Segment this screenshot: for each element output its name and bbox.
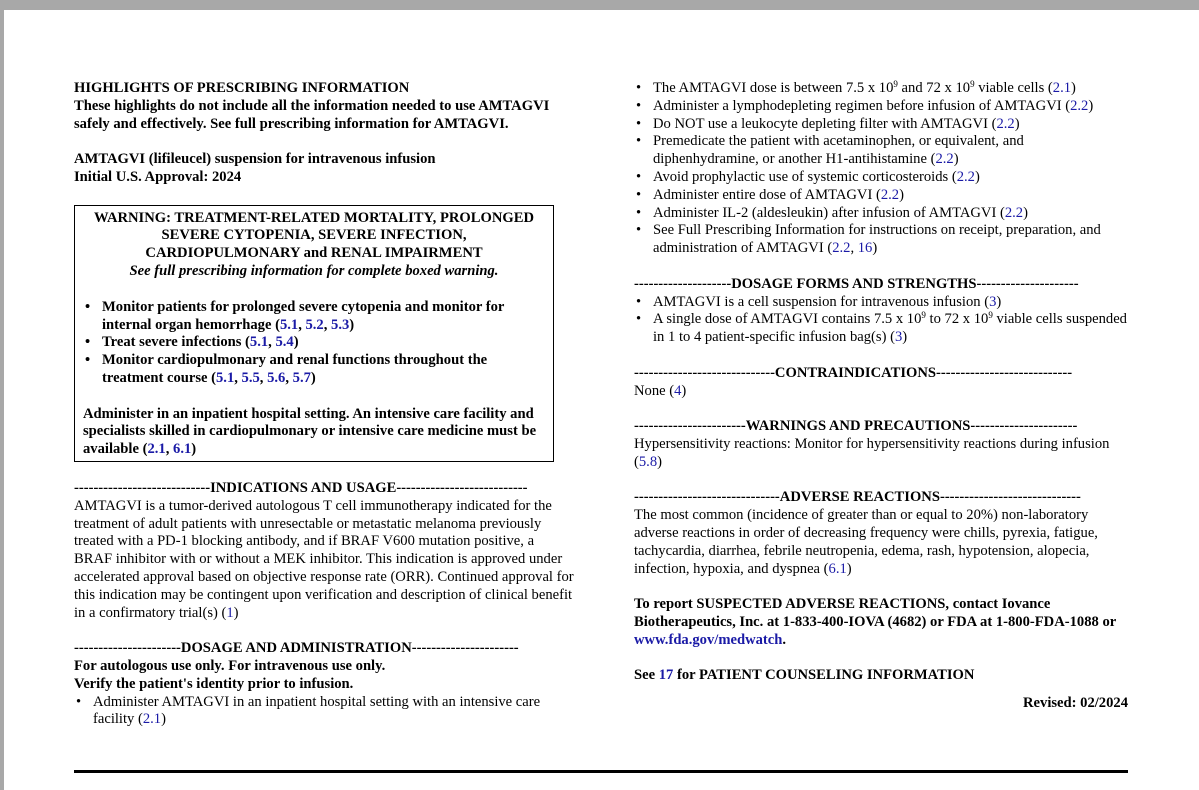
ref-link-2-2[interactable]: 2.2	[996, 115, 1015, 132]
ref-link-2-2[interactable]: 2.2	[832, 240, 851, 257]
right-bullet-see-fpi	[634, 222, 1128, 258]
dosage-admin-section	[74, 640, 574, 729]
ref-close: )	[1023, 204, 1028, 221]
bullet-text: to 72 x 10	[925, 311, 989, 328]
bullet-text: Do NOT use a leukocyte depleting filter with AMTAGVI (	[653, 115, 997, 132]
page-divider	[74, 770, 1128, 773]
right-bullet-entire-dose	[634, 187, 1128, 205]
bullet-text: and 72 x 10	[897, 80, 971, 96]
ref-close: )	[310, 369, 316, 386]
superscript: 9	[921, 310, 926, 321]
bullet-text: Treat severe infections (	[102, 334, 250, 351]
highlights-header	[74, 80, 574, 133]
ref-link-5-3[interactable]: 5.3	[331, 316, 350, 333]
ref-link-16[interactable]: 16	[857, 240, 873, 257]
boxed-warning-setting	[83, 406, 545, 459]
ref-link-5-6[interactable]: 5.6	[267, 369, 286, 386]
approval-date: Initial U.S. Approval: 2024	[74, 168, 242, 185]
bullet-text: Monitor patients for prolonged severe cytopenia and monitor for internal organ hemorrhage (	[102, 298, 505, 333]
report-section	[634, 596, 1128, 649]
product-name: AMTAGVI (lifileucel) suspension for intravenous infusion	[74, 151, 436, 168]
ref-close: )	[191, 441, 197, 458]
ref-close: )	[1014, 115, 1020, 132]
right-bullet-dose	[634, 80, 1128, 98]
adverse-text	[634, 507, 1128, 578]
bullet-text: Administer IL-2 (aldesleukin) after infusion of AMTAGVI (	[653, 204, 1005, 221]
bullet-text: Administer AMTAGVI in an inpatient hospital setting with an intensive care facility (	[93, 693, 541, 728]
contraindications-heading: -----------------------------CONTRAINDICATIONS----------------------------	[634, 364, 1073, 381]
setting-text: Administer in an inpatient hospital setting. An intensive care facility and specialists skilled in cardiopulmonary or intensive care medicine must be available (	[83, 405, 537, 458]
right-bullet-filter	[634, 116, 1128, 134]
ref-link-3[interactable]: 3	[989, 293, 997, 310]
dosage-forms-section	[634, 276, 1128, 347]
warnings-heading: -----------------------WARNINGS AND PRECAUTIONS----------------------	[634, 418, 1078, 435]
ref-close: )	[899, 186, 904, 203]
ref-close: )	[902, 329, 908, 346]
ref-link-5-5[interactable]: 5.5	[241, 369, 260, 386]
warning-bullet-infections	[83, 334, 545, 352]
ref-sep: ,	[850, 240, 858, 257]
boxed-warning-heading: WARNING: TREATMENT-RELATED MORTALITY, PROLONGED SEVERE CYTOPENIA, SEVERE INFECTION, CARDIOPULMONARY and RENAL IMPAIRMENT	[93, 209, 535, 262]
right-column	[634, 80, 1128, 713]
highlights-title: HIGHLIGHTS OF PRESCRIBING INFORMATION	[74, 80, 410, 96]
boxed-warning-bullets	[83, 299, 545, 388]
left-column	[74, 80, 574, 747]
bullet-text: Premedicate the patient with acetaminophen, or equivalent, and diphenhydramine, or another H1-antihistamine (	[653, 133, 1024, 168]
bullet-text: AMTAGVI is a cell suspension for intravenous infusion (	[653, 293, 990, 310]
indications-text	[74, 498, 574, 623]
ref-link-2-2[interactable]: 2.2	[1004, 204, 1024, 221]
ref-sep: ,	[298, 316, 306, 333]
ref-close: )	[349, 316, 355, 333]
bullet-text: viable cells suspended in 1 to 4 patient-specific infusion bag(s) (	[653, 311, 1127, 346]
superscript: 9	[970, 79, 975, 89]
warning-bullet-cytopenia	[83, 299, 545, 335]
bullet-text: The AMTAGVI dose is between 7.5 x 10	[653, 80, 894, 96]
ref-sep: ,	[268, 334, 276, 351]
ref-link-2-1[interactable]: 2.1	[147, 441, 166, 458]
right-bullet-lymphodepleting	[634, 98, 1128, 116]
adverse-section	[634, 489, 1128, 578]
adverse-heading: ------------------------------ADVERSE REACTIONS-----------------------------	[634, 489, 1081, 506]
warning-bullet-cardiopulmonary	[83, 352, 545, 388]
contraindications-text	[634, 383, 1128, 401]
dosage-admin-heading: ----------------------DOSAGE AND ADMINISTRATION----------------------	[74, 640, 519, 657]
superscript: 9	[988, 310, 993, 321]
report-end: .	[782, 631, 787, 648]
medwatch-link[interactable]: www.fda.gov/medwatch	[634, 631, 783, 648]
bullet-text: viable cells (	[974, 80, 1053, 96]
ref-close: )	[1088, 97, 1094, 114]
ref-link-2-2[interactable]: 2.2	[935, 151, 954, 168]
product-info	[74, 151, 574, 187]
ref-link-2-2[interactable]: 2.2	[1070, 97, 1089, 114]
ref-link-6-1[interactable]: 6.1	[828, 560, 847, 577]
dosage-admin-line1: For autologous use only. For intravenous use only.	[74, 657, 386, 674]
dosage-admin-line2: Verify the patient's identity prior to infusion.	[74, 675, 354, 692]
bullet-text: Monitor cardiopulmonary and renal functions throughout the treatment course (	[102, 352, 488, 386]
bullet-text: Administer a lymphodepleting regimen before infusion of AMTAGVI (	[653, 97, 1071, 114]
ref-link-6-1[interactable]: 6.1	[173, 441, 192, 458]
ref-link-5-8[interactable]: 5.8	[638, 453, 658, 470]
ref-link-2-2[interactable]: 2.2	[880, 186, 900, 203]
ref-link-2-1[interactable]: 2.1	[142, 711, 162, 728]
bullet-text: See Full Prescribing Information for instructions on receipt, preparation, and administration of AMTAGVI (	[653, 222, 1101, 257]
counseling-line	[634, 667, 1128, 685]
boxed-warning-subheading: See full prescribing information for complete boxed warning.	[129, 262, 499, 279]
ref-sep: ,	[259, 369, 268, 386]
ref-link-1[interactable]: 1	[226, 604, 234, 621]
ref-link-17[interactable]: 17	[658, 667, 674, 684]
ref-sep: ,	[285, 369, 293, 386]
superscript: 9	[893, 79, 898, 89]
ref-sep: ,	[234, 369, 242, 386]
right-bullet-premedicate	[634, 133, 1128, 169]
ref-link-4[interactable]: 4	[674, 382, 682, 399]
ref-close: )	[996, 293, 1002, 310]
report-text	[634, 596, 1128, 649]
dosage-admin-bullet	[74, 694, 574, 730]
ref-link-5-7[interactable]: 5.7	[292, 369, 311, 386]
ref-close: )	[681, 382, 687, 399]
ref-close: )	[1071, 80, 1076, 96]
warnings-section	[634, 418, 1128, 471]
ref-close: )	[974, 168, 980, 185]
dosage-forms-heading: --------------------DOSAGE FORMS AND STRENGTHS---------------------	[634, 275, 1079, 292]
bullet-text: Administer entire dose of AMTAGVI (	[653, 186, 881, 203]
dosage-forms-bullet-single-dose	[634, 311, 1128, 347]
counseling-pre: See	[634, 667, 659, 684]
ref-link-5-2[interactable]: 5.2	[305, 316, 324, 333]
dosage-admin-bullets	[74, 694, 574, 730]
highlights-disclaimer: These highlights do not include all the information needed to use AMTAGVI safely and effectively. See full prescribing information for AMTAGVI.	[74, 97, 550, 132]
counseling-post: for PATIENT COUNSELING INFORMATION	[673, 667, 975, 684]
dosage-forms-bullets	[634, 294, 1128, 347]
revised-date: Revised: 02/2024	[1023, 695, 1128, 712]
warnings-body: Hypersensitivity reactions: Monitor for hypersensitivity reactions during infusion (	[634, 435, 1110, 470]
right-bullet-il2	[634, 205, 1128, 223]
indications-body: AMTAGVI is a tumor-derived autologous T cell immunotherapy indicated for the treatment of adult patients with unresectable or metastatic melanoma previously treated with a PD-1 blocking antibody, and if BRAF V600 mutation positive, a BRAF inhibitor with or without a MEK inhibitor. This indication is approved under accelerated approval based on objective response rate (ORR). Continued approval for this indication may be contingent upon verification and description of clinical benefit in a confirmatory trial(s) (	[74, 497, 574, 621]
right-bullet-corticosteroids	[634, 169, 1128, 187]
ref-link-5-1[interactable]: 5.1	[216, 369, 235, 386]
ref-link-5-4[interactable]: 5.4	[275, 334, 294, 351]
ref-sep: ,	[165, 441, 174, 458]
ref-link-3[interactable]: 3	[894, 329, 903, 346]
adverse-body: The most common (incidence of greater than or equal to 20%) non-laboratory adverse reactions in order of decreasing frequency were chills, pyrexia, fatigue, tachycardia, diarrhea, febrile neutropenia, edema, rash, hypotension, alopecia, infection, hypoxia, and dyspnea (	[634, 507, 1098, 577]
ref-link-5-1[interactable]: 5.1	[249, 334, 269, 351]
report-body: To report SUSPECTED ADVERSE REACTIONS, contact Iovance Biotherapeutics, Inc. at 1-833-400-IOVA (4682) or FDA at 1-800-FDA-1088 or	[634, 596, 1116, 630]
ref-close: )	[657, 453, 662, 470]
indications-section	[74, 480, 574, 622]
ref-close: )	[953, 151, 959, 168]
indications-heading: ----------------------------INDICATIONS AND USAGE---------------------------	[74, 479, 528, 496]
warnings-text	[634, 436, 1128, 472]
ref-close: )	[161, 711, 166, 728]
bullet-text: A single dose of AMTAGVI contains 7.5 x 10	[653, 311, 922, 328]
ref-close: )	[872, 240, 878, 257]
dosage-admin-continued-bullets	[634, 80, 1128, 258]
document-page	[4, 10, 1199, 790]
ref-sep: ,	[323, 316, 332, 333]
ref-close: )	[293, 334, 299, 351]
contraindications-body: None (	[634, 382, 675, 399]
bullet-text: Avoid prophylactic use of systemic corticosteroids (	[653, 168, 957, 185]
ref-close: )	[233, 604, 239, 621]
ref-link-2-2[interactable]: 2.2	[956, 168, 975, 185]
ref-link-2-1[interactable]: 2.1	[1052, 80, 1072, 96]
ref-close: )	[846, 560, 852, 577]
dosage-forms-bullet-suspension	[634, 294, 1128, 312]
ref-link-5-1[interactable]: 5.1	[279, 316, 299, 333]
boxed-warning	[74, 205, 554, 462]
contraindications-section	[634, 365, 1128, 401]
